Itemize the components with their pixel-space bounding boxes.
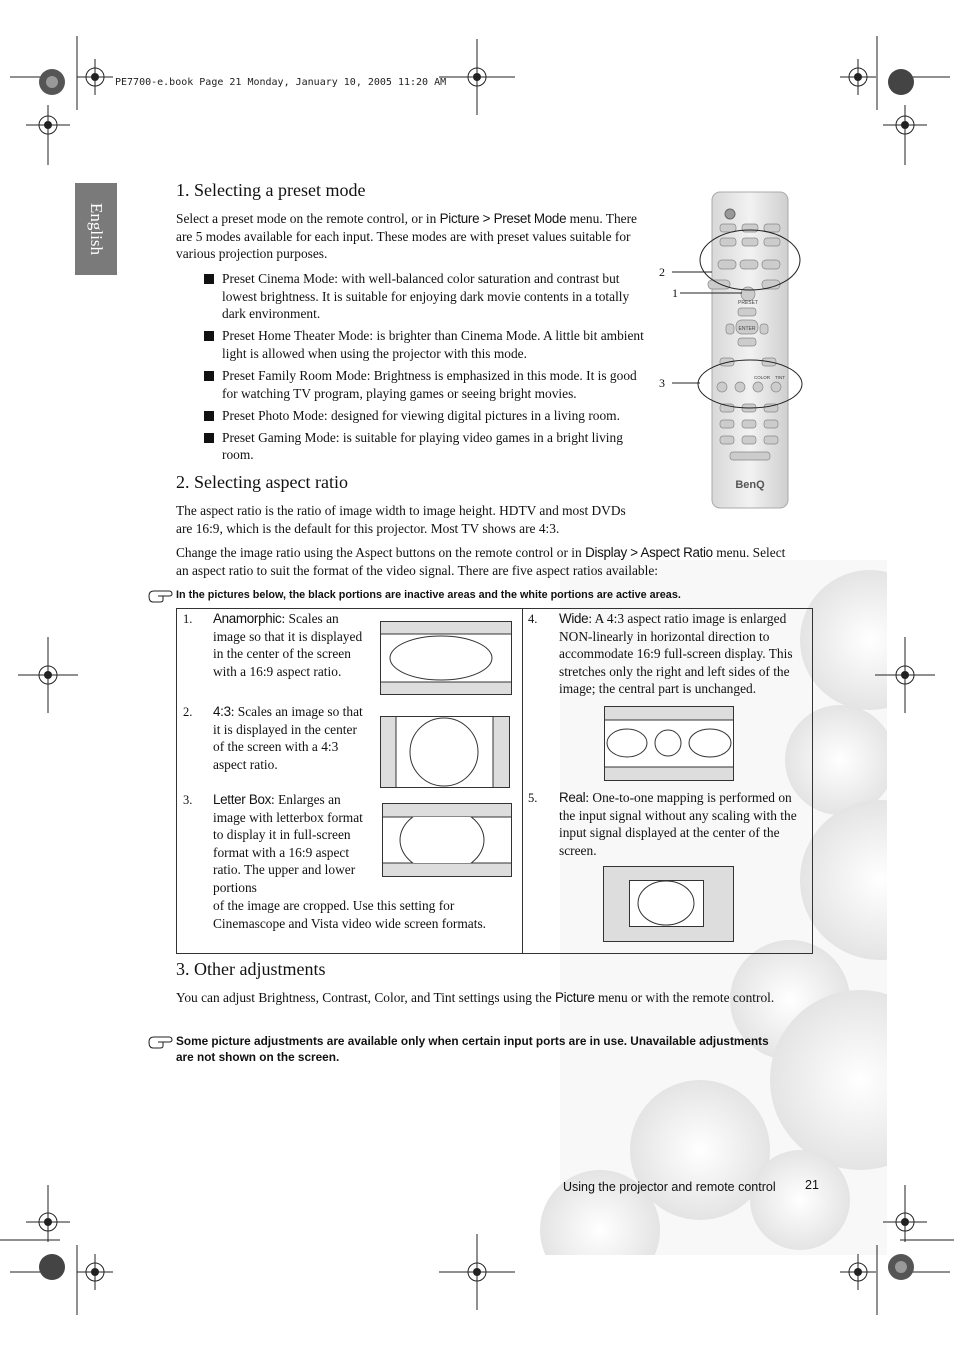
language-tab: English — [75, 183, 117, 275]
section1-heading: 1. Selecting a preset mode — [176, 180, 366, 200]
menu-aspect-ratio: Aspect Ratio — [640, 545, 713, 560]
ratio-right-cell: 4. Wide: A 4:3 aspect ratio image is enlarged NON-linearly in horizontal direction to accommodate 16:9 full-screen display. This stretches only the right and left sides of the image; the central part is unchanged. 5. Real: One-to-one mapping is performed on the input signal without any scaling with the input signal displayed at the center of the screen. — [523, 609, 813, 954]
ratio-letter-box: Letter Box: Enlarges an image with letterbox format to display it in full-screen format with a 16:9 aspect ratio. The upper and lower portions — [213, 792, 363, 895]
list-item: Preset Photo Mode: designed for viewing digital pictures in a living room. — [176, 407, 648, 425]
section3-para: You can adjust Brightness, Contrast, Color, and Tint settings using the Picture menu or with the remote control. — [176, 990, 775, 1005]
ratio-anamorphic: Anamorphic: Scales an image so that it is displayed in the center of the screen with a 16:9 aspect ratio. — [213, 611, 363, 679]
menu-picture-2: Picture — [555, 990, 595, 1005]
section1-intro: Select a preset mode on the remote control, or in Picture > Preset Mode menu. There are 5 modes available for each input. These modes are with preset values suitable for various projection purposes. — [176, 211, 638, 262]
list-item: Preset Family Room Mode: Brightness is emphasized in this mode. It is good for watching TV program, playing games or seeing bright movies. — [176, 367, 648, 402]
preset-mode-list — [176, 270, 648, 468]
remote-label-color: COLOR — [753, 375, 771, 380]
note-hand-icon — [147, 588, 173, 604]
aspect-note: In the pictures below, the black portions are inactive areas and the white portions are active areas. — [176, 589, 681, 601]
ratio-wide: Wide: A 4:3 aspect ratio image is enlarged NON-linearly in horizontal direction to accommodate 16:9 full-screen display. This stretches only the right and left sides of the image; the central part is unchanged. — [559, 611, 793, 697]
callout-1: 1 — [672, 286, 678, 300]
adjustments-note: Some picture adjustments are available only when certain input ports are in use. Unavailable adjustments are not shown on the screen. — [176, 1034, 769, 1064]
anamorphic-diagram — [380, 621, 512, 695]
ratio-letter-box-cont: of the image are cropped. Use this setting for Cinemascope and Vista video wide screen formats. — [213, 898, 487, 931]
footer-title: Using the projector and remote control — [563, 1180, 776, 1194]
list-item: Preset Gaming Mode: is suitable for playing video games in a bright living room. — [176, 429, 648, 464]
note-hand-icon-2 — [147, 1034, 173, 1050]
bullet-square-icon — [204, 331, 214, 341]
section2-para2: Change the image ratio using the Aspect buttons on the remote control or in Display > Aspect Ratio menu. Select an aspect ratio to suit the format of the video signal. There are five aspect ratios available: — [176, 545, 786, 578]
menu-preset-mode: Preset Mode — [493, 211, 567, 226]
ratio-4-3: 4:3: Scales an image so that it is displayed in the center of the screen with a 4:3 aspect ratio. — [213, 704, 363, 772]
benq-logo: BenQ — [735, 479, 765, 491]
bullet-square-icon — [204, 433, 214, 443]
ratio-left-cell: 1. Anamorphic: Scales an image so that it is displayed in the center of the screen with a 16:9 aspect ratio. 2. 4:3: Scales an image so that it is displayed in the center of the screen with a 4:3 aspect ratio. 3. Letter Box: Enlarges an image with letterbox format to display it in full-screen format with a 16:9 aspect ratio. The upper and lower portions of the image are cropped. Use this setting for Cinemascope and Vista video wide screen formats. — [177, 609, 523, 954]
section2-para1: The aspect ratio is the ratio of image width to image height. HDTV and most DVDs are 16:9, which is the default for this projector. Most TV shows are 4:3. — [176, 503, 626, 536]
menu-picture: Picture — [439, 211, 480, 226]
callout-2: 2 — [659, 265, 665, 279]
menu-display: Display — [585, 545, 627, 560]
bullet-square-icon — [204, 274, 214, 284]
list-item: Preset Home Theater Mode: is brighter than Cinema Mode. A little bit ambient light is allowed when using the projector with this mode. — [176, 327, 648, 362]
page-number: 21 — [805, 1178, 819, 1192]
section2-heading: 2. Selecting aspect ratio — [176, 472, 348, 492]
remote-label-preset: PRESET — [737, 300, 759, 306]
print-header: PE7700-e.book Page 21 Monday, January 10, 2005 11:20 AM — [115, 77, 447, 88]
ratio-real: Real: One-to-one mapping is performed on the input signal without any scaling with the input signal displayed at the center of the screen. — [559, 790, 797, 858]
callout-3: 3 — [659, 376, 665, 390]
real-diagram — [603, 866, 734, 942]
remote-control-illustration — [652, 188, 812, 513]
remote-label-enter: ENTER — [738, 326, 756, 332]
bullet-square-icon — [204, 371, 214, 381]
list-item: Preset Cinema Mode: with well-balanced color saturation and contrast but lowest brightness. It is suitable for enjoying dark movie contents in a totally dark environment. — [176, 270, 648, 323]
wide-diagram — [604, 706, 734, 781]
four-three-diagram — [380, 716, 510, 788]
remote-label-tint: TINT — [775, 375, 785, 380]
bullet-square-icon — [204, 411, 214, 421]
aspect-ratio-table — [176, 608, 813, 954]
letter-box-diagram — [382, 803, 512, 877]
section3-heading: 3. Other adjustments — [176, 959, 326, 979]
